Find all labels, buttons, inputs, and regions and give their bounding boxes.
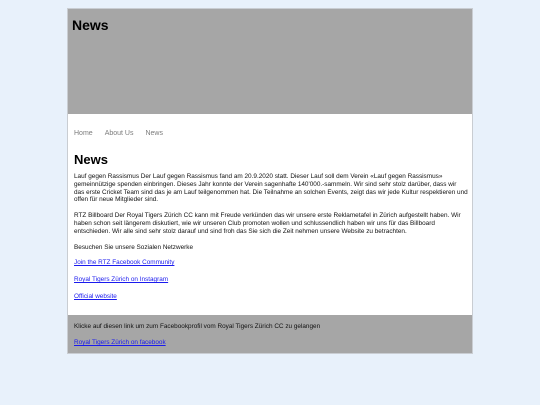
header-title: News [72,17,109,33]
news-paragraph-billboard: RTZ Billboard Der Royal Tigers Zürich CC kann mit Freude verkünden das wir unsere erste Reklametafel in Zürich aufgestellt haben. Wir haben schon seit längerem diskutiert, wie wir unseren Club promoten wollen und schlussendlich haben wir uns für das Billboard entschieden. Wir alle sind sehr stolz darauf und sind froh das Sie sich die Zeit nehmen unsere Website zu betrachten. [74,212,461,235]
site-footer [68,315,472,353]
nav-link-news[interactable]: News [145,130,163,137]
page-heading: News [74,152,108,167]
social-intro: Besuchen Sie unsere Sozialen Netzwerke [74,243,194,251]
page-container [67,8,473,354]
instagram-link[interactable]: Royal Tigers Zürich on Instagram [74,276,169,284]
social-links [74,259,468,300]
main-content [74,152,468,310]
footer-facebook-link[interactable]: Royal Tigers Zürich on facebook [74,339,166,346]
main-nav [74,130,163,137]
footer-text: Klicke auf diesen link um zum Facebookprofil vom Royal Tigers Zürich CC zu gelangen [74,323,321,330]
nav-link-home[interactable]: Home [74,130,93,137]
official-website-link[interactable]: Official website [74,292,117,300]
nav-link-about-us[interactable]: About Us [104,130,134,137]
facebook-community-link[interactable]: Join the RTZ Facebook Community [74,259,175,267]
news-paragraph-lauf: Lauf gegen Rassismus Der Lauf gegen Rassismus fand am 20.9.2020 statt. Dieser Lauf soll dem Verein «Lauf gegen Rassismus» gemeinnützige spenden einbringen. Dieses Jahr konnte der Verein sagenhafte 140'000.-sammeln. Wir sind sehr stolz darüber, dass wir das erste Cricket Team sind das je am Lauf teilgenommen hat. Die Teilnahme an solchen Events, zeigt das wir jede Kultur respektieren und offen für neue Mitglieder sind. [74,173,468,204]
site-header [68,9,472,114]
